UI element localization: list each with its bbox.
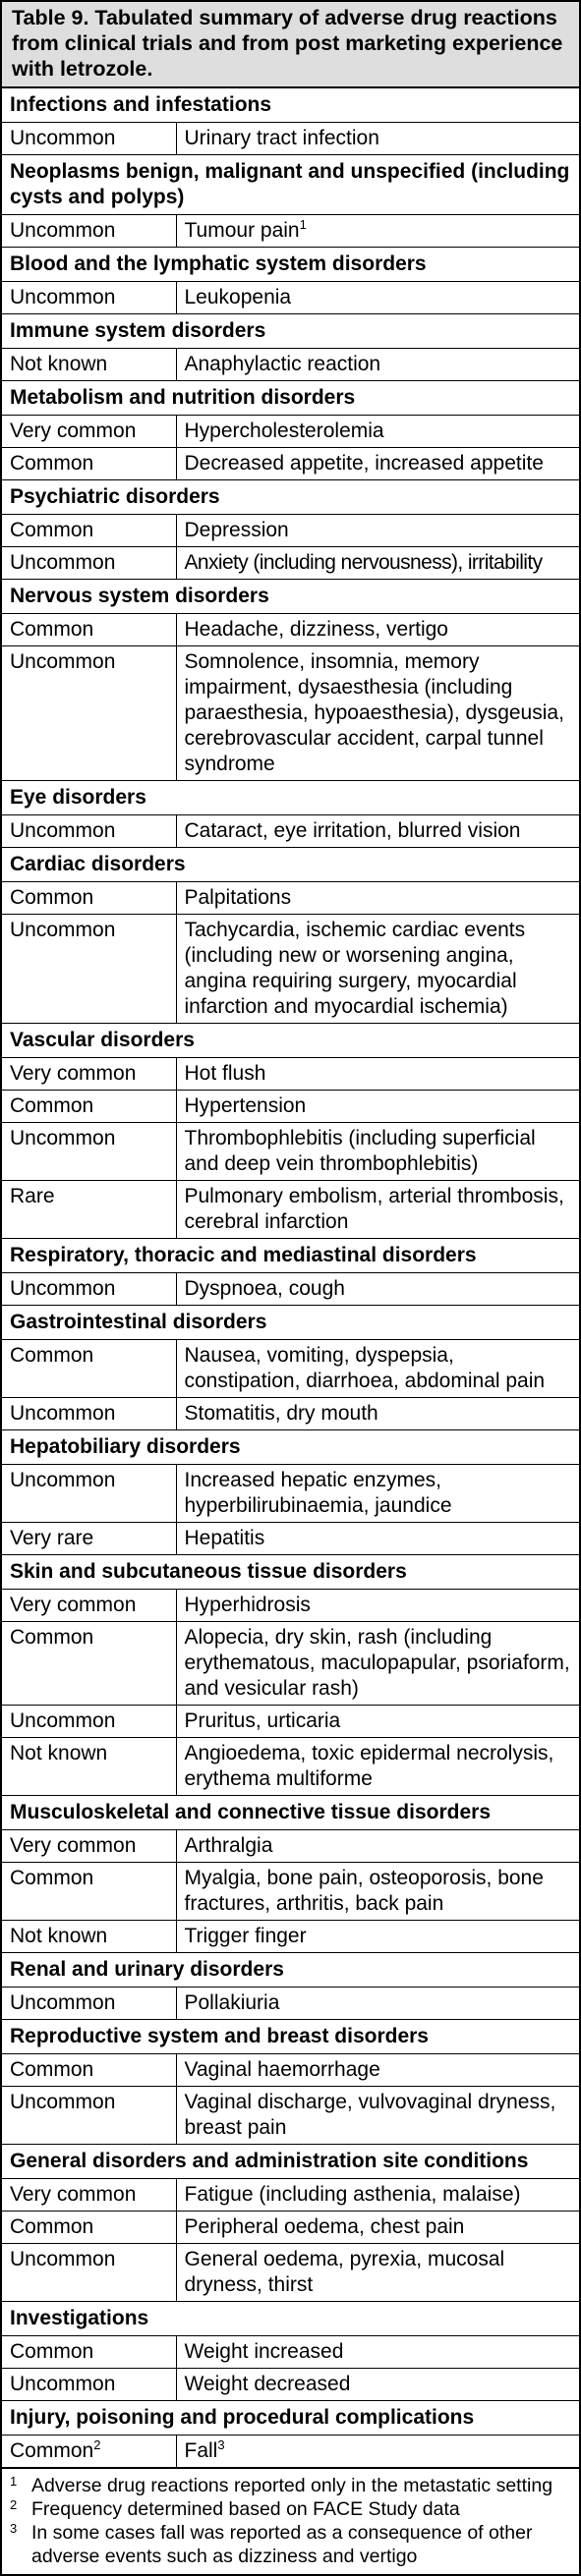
frequency-text: Very rare (10, 1527, 94, 1549)
frequency-cell (2, 215, 176, 248)
frequency-text: Very common (10, 1594, 137, 1616)
frequency-cell (2, 2179, 176, 2212)
reaction-cell (176, 1058, 579, 1091)
table-row (2, 515, 579, 547)
reaction-cell (176, 1830, 579, 1863)
section-header-row (2, 248, 579, 282)
reaction-cell (176, 416, 579, 448)
frequency-text: Uncommon (10, 819, 116, 842)
reaction-cell (176, 1988, 579, 2020)
frequency-text: Uncommon (10, 919, 116, 941)
table-row (2, 2087, 579, 2145)
frequency-text: Not known (10, 1925, 108, 1947)
section-header-row (2, 155, 579, 215)
reaction-cell (176, 2054, 579, 2087)
frequency-text: Common (10, 1344, 94, 1367)
reaction-text: Decreased appetite, increased appetite (184, 452, 544, 475)
adverse-reactions-table (2, 88, 579, 2468)
section-header-row (2, 381, 579, 416)
table-row (2, 2369, 579, 2401)
frequency-text: Very common (10, 1062, 137, 1085)
reaction-cell (176, 2336, 579, 2369)
reaction-cell (176, 1398, 579, 1430)
frequency-text: Uncommon (10, 2091, 116, 2113)
reaction-cell (176, 2212, 579, 2244)
reaction-text: Hepatitis (184, 1527, 265, 1549)
frequency-text: Uncommon (10, 1991, 116, 2014)
table-row (2, 2244, 579, 2302)
reaction-text: Myalgia, bone pain, osteoporosis, bone fractures, arthritis, back pain (184, 1867, 544, 1915)
section-header-row (2, 1555, 579, 1590)
frequency-text: Uncommon (10, 2248, 116, 2270)
section-heading: Injury, poisoning and procedural complications (2, 2401, 579, 2436)
section-header-row (2, 1953, 579, 1988)
reaction-text: Angioedema, toxic epidermal necrolysis, erythema multiforme (184, 1742, 554, 1790)
footnote-ref: 1 (299, 217, 307, 232)
frequency-text: Common (10, 2340, 94, 2363)
section-heading: General disorders and administration site conditions (2, 2145, 579, 2179)
frequency-text: Uncommon (10, 127, 116, 149)
reaction-cell (176, 2369, 579, 2401)
table-row (2, 1340, 579, 1398)
frequency-text: Common (10, 2439, 94, 2462)
frequency-cell (2, 1123, 176, 1181)
section-heading: Reproductive system and breast disorders (2, 2020, 579, 2054)
table-row (2, 1830, 579, 1863)
frequency-cell (2, 349, 176, 381)
table-row (2, 1058, 579, 1091)
frequency-text: Uncommon (10, 2373, 116, 2395)
section-heading: Investigations (2, 2302, 579, 2336)
section-header-row (2, 2302, 579, 2336)
frequency-cell (2, 2436, 176, 2468)
frequency-cell (2, 2369, 176, 2401)
footnote (10, 2497, 571, 2521)
table-row (2, 2054, 579, 2087)
table-row (2, 2436, 579, 2468)
frequency-cell (2, 2244, 176, 2302)
reaction-cell (176, 1622, 579, 1706)
table-row (2, 416, 579, 448)
table-row (2, 1398, 579, 1430)
reaction-cell (176, 547, 579, 580)
reaction-text: Hypertension (184, 1094, 307, 1117)
frequency-text: Very common (10, 1834, 137, 1857)
frequency-cell (2, 1398, 176, 1430)
frequency-text: Common (10, 1867, 94, 1889)
reaction-cell (176, 1921, 579, 1953)
section-heading: Respiratory, thoracic and mediastinal disorders (2, 1239, 579, 1273)
reaction-cell (176, 2436, 579, 2468)
reaction-text: Tumour pain (184, 219, 300, 242)
table-row (2, 815, 579, 848)
reaction-text: Headache, dizziness, vertigo (184, 618, 448, 641)
section-heading: Immune system disorders (2, 314, 579, 349)
table-row (2, 614, 579, 646)
reaction-text: Weight decreased (184, 2373, 351, 2395)
frequency-cell (2, 915, 176, 1024)
section-heading: Skin and subcutaneous tissue disorders (2, 1555, 579, 1590)
section-header-row (2, 2020, 579, 2054)
table-row (2, 1465, 579, 1523)
reaction-text: Fatigue (including asthenia, malaise) (184, 2183, 521, 2206)
reaction-text: Hyperhidrosis (184, 1594, 311, 1616)
frequency-cell (2, 2087, 176, 2145)
reaction-text: Arthralgia (184, 1834, 273, 1857)
table-row (2, 448, 579, 480)
frequency-cell (2, 1738, 176, 1796)
frequency-text: Not known (10, 353, 108, 375)
reaction-text: Anaphylactic reaction (184, 353, 381, 375)
section-heading: Cardiac disorders (2, 848, 579, 882)
reaction-cell (176, 882, 579, 915)
frequency-cell (2, 2054, 176, 2087)
section-header-row (2, 2401, 579, 2436)
reaction-text: Trigger finger (184, 1925, 307, 1947)
frequency-cell (2, 1590, 176, 1622)
frequency-text: Common (10, 1626, 94, 1649)
section-heading: Psychiatric disorders (2, 480, 579, 515)
section-header-row (2, 1239, 579, 1273)
reaction-text: Vaginal haemorrhage (184, 2058, 380, 2081)
table-row (2, 1590, 579, 1622)
footnote-text: Adverse drug reactions reported only in the metastatic setting (31, 2475, 553, 2496)
table-title: Table 9. Tabulated summary of adverse drug reactions from clinical trials and from post marketing experience with letrozole. (2, 2, 579, 88)
reaction-text: Peripheral oedema, chest pain (184, 2215, 465, 2238)
table-row (2, 1123, 579, 1181)
frequency-cell (2, 646, 176, 781)
table-body (2, 88, 579, 2468)
section-header-row (2, 1306, 579, 1340)
frequency-cell (2, 515, 176, 547)
frequency-text: Very common (10, 2183, 137, 2206)
section-heading: Vascular disorders (2, 1024, 579, 1058)
reaction-cell (176, 1181, 579, 1239)
section-header-row (2, 848, 579, 882)
table-row (2, 123, 579, 155)
section-header-row (2, 1430, 579, 1465)
footnote-mark: 2 (10, 2497, 18, 2512)
table-row (2, 1921, 579, 1953)
table-row (2, 349, 579, 381)
reaction-text: Pulmonary embolism, arterial thrombosis, cerebral infarction (184, 1185, 564, 1233)
table-row (2, 2336, 579, 2369)
section-heading: Infections and infestations (2, 88, 579, 123)
frequency-cell (2, 282, 176, 314)
reaction-cell (176, 1340, 579, 1398)
section-heading: Metabolism and nutrition disorders (2, 381, 579, 416)
frequency-cell (2, 815, 176, 848)
table-row (2, 915, 579, 1024)
reaction-text: Cataract, eye irritation, blurred vision (184, 819, 521, 842)
reaction-cell (176, 1465, 579, 1523)
frequency-text: Uncommon (10, 1469, 116, 1491)
frequency-cell (2, 416, 176, 448)
reaction-text: Tachycardia, ischemic cardiac events (including new or worsening angina, angina requiring surgery, myocardial infarction and myocardial ischemia) (184, 919, 526, 1018)
table-row (2, 1181, 579, 1239)
frequency-text: Rare (10, 1185, 55, 1207)
reaction-text: Fall (184, 2439, 218, 2462)
reaction-text: Increased hepatic enzymes, hyperbilirubinaemia, jaundice (184, 1469, 452, 1517)
frequency-cell (2, 1622, 176, 1706)
frequency-cell (2, 547, 176, 580)
frequency-cell (2, 1181, 176, 1239)
frequency-cell (2, 1058, 176, 1091)
table-row (2, 547, 579, 580)
frequency-cell (2, 1465, 176, 1523)
footnote-ref: 3 (217, 2437, 225, 2452)
frequency-text: Uncommon (10, 1277, 116, 1300)
table-row (2, 1738, 579, 1796)
reaction-cell (176, 2244, 579, 2302)
frequency-cell (2, 1091, 176, 1123)
section-header-row (2, 580, 579, 614)
table-row (2, 882, 579, 915)
frequency-text: Uncommon (10, 551, 116, 574)
section-heading: Blood and the lymphatic system disorders (2, 248, 579, 282)
frequency-cell (2, 1830, 176, 1863)
reaction-text: Somnolence, insomnia, memory impairment, dysaesthesia (including paraesthesia, hypoaesthesia), dysgeusia, cerebrovascular accident, carpal tunnel syndrome (184, 650, 564, 775)
frequency-cell (2, 448, 176, 480)
reaction-cell (176, 2179, 579, 2212)
footnote (10, 2521, 571, 2568)
reaction-text: Dyspnoea, cough (184, 1277, 345, 1300)
section-header-row (2, 1796, 579, 1830)
frequency-text: Uncommon (10, 286, 116, 308)
reaction-text: Vaginal discharge, vulvovaginal dryness, breast pain (184, 2091, 556, 2139)
footnotes (2, 2468, 579, 2574)
frequency-cell (2, 1988, 176, 2020)
section-header-row (2, 480, 579, 515)
reaction-text: Depression (184, 519, 289, 541)
reaction-cell (176, 1523, 579, 1555)
footnote-text: In some cases fall was reported as a consequence of other adverse events such as dizziness and vertigo (31, 2522, 533, 2567)
reaction-text: Hot flush (184, 1062, 266, 1085)
frequency-cell (2, 2212, 176, 2244)
frequency-text: Common (10, 886, 94, 909)
frequency-text: Uncommon (10, 1402, 116, 1425)
section-heading: Nervous system disorders (2, 580, 579, 614)
reaction-cell (176, 349, 579, 381)
section-heading: Renal and urinary disorders (2, 1953, 579, 1988)
footnote-text: Frequency determined based on FACE Study data (31, 2498, 460, 2520)
frequency-cell (2, 882, 176, 915)
reaction-cell (176, 614, 579, 646)
reaction-cell (176, 815, 579, 848)
section-header-row (2, 314, 579, 349)
footnote-mark: 1 (10, 2474, 18, 2489)
frequency-text: Common (10, 519, 94, 541)
section-header-row (2, 2145, 579, 2179)
reaction-cell (176, 448, 579, 480)
frequency-text: Not known (10, 1742, 108, 1764)
reaction-text: Nausea, vomiting, dyspepsia, constipation, diarrhoea, abdominal pain (184, 1344, 546, 1392)
frequency-text: Uncommon (10, 1127, 116, 1149)
section-header-row (2, 781, 579, 815)
frequency-text: Uncommon (10, 1709, 116, 1732)
frequency-cell (2, 1706, 176, 1738)
reaction-text: Hypercholesterolemia (184, 420, 384, 442)
reaction-cell (176, 1273, 579, 1306)
reaction-cell (176, 2087, 579, 2145)
section-heading: Musculoskeletal and connective tissue disorders (2, 1796, 579, 1830)
reaction-cell (176, 1863, 579, 1921)
table-row (2, 282, 579, 314)
table-row (2, 2179, 579, 2212)
reaction-text: Weight increased (184, 2340, 344, 2363)
reaction-cell (176, 515, 579, 547)
footnote (10, 2474, 571, 2497)
reaction-text: Thrombophlebitis (including superficial and deep vein thrombophlebitis) (184, 1127, 536, 1175)
section-heading: Neoplasms benign, malignant and unspecified (including cysts and polyps) (2, 155, 579, 215)
frequency-cell (2, 1921, 176, 1953)
frequency-text: Common (10, 2058, 94, 2081)
reaction-text: Leukopenia (184, 286, 292, 308)
frequency-cell (2, 1523, 176, 1555)
table-row (2, 2212, 579, 2244)
table-row (2, 646, 579, 781)
frequency-cell (2, 1340, 176, 1398)
reaction-text: Anxiety (including nervousness), irritability (184, 551, 543, 574)
table-row (2, 1863, 579, 1921)
reaction-cell (176, 1091, 579, 1123)
frequency-text: Common (10, 2215, 94, 2238)
reaction-cell (176, 1123, 579, 1181)
table-row (2, 1622, 579, 1706)
frequency-cell (2, 1863, 176, 1921)
table-row (2, 215, 579, 248)
frequency-cell (2, 614, 176, 646)
table-row (2, 1988, 579, 2020)
frequency-cell (2, 2336, 176, 2369)
section-header-row (2, 1024, 579, 1058)
reaction-cell (176, 215, 579, 248)
footnote-mark: 3 (10, 2521, 18, 2536)
reaction-cell (176, 123, 579, 155)
frequency-text: Very common (10, 420, 137, 442)
reaction-cell (176, 1590, 579, 1622)
reaction-text: Urinary tract infection (184, 127, 379, 149)
section-heading: Hepatobiliary disorders (2, 1430, 579, 1465)
frequency-text: Common (10, 618, 94, 641)
table-row (2, 1091, 579, 1123)
reaction-cell (176, 282, 579, 314)
frequency-text: Common (10, 452, 94, 475)
footnote-ref: 2 (93, 2437, 101, 2452)
reaction-text: Stomatitis, dry mouth (184, 1402, 378, 1425)
section-heading: Gastrointestinal disorders (2, 1306, 579, 1340)
section-header-row (2, 88, 579, 123)
reaction-cell (176, 646, 579, 781)
reaction-text: Pollakiuria (184, 1991, 280, 2014)
reaction-cell (176, 915, 579, 1024)
reaction-text: Pruritus, urticaria (184, 1709, 341, 1732)
table-row (2, 1706, 579, 1738)
reaction-text: General oedema, pyrexia, mucosal dryness, thirst (184, 2248, 505, 2296)
frequency-text: Uncommon (10, 650, 116, 673)
frequency-cell (2, 1273, 176, 1306)
table-row (2, 1523, 579, 1555)
frequency-text: Common (10, 1094, 94, 1117)
frequency-cell (2, 123, 176, 155)
reaction-text: Palpitations (184, 886, 292, 909)
reaction-cell (176, 1706, 579, 1738)
reaction-text: Alopecia, dry skin, rash (including erythematous, maculopapular, psoriaform, and vesicular rash) (184, 1626, 570, 1700)
reaction-cell (176, 1738, 579, 1796)
section-heading: Eye disorders (2, 781, 579, 815)
frequency-text: Uncommon (10, 219, 116, 242)
table-row (2, 1273, 579, 1306)
